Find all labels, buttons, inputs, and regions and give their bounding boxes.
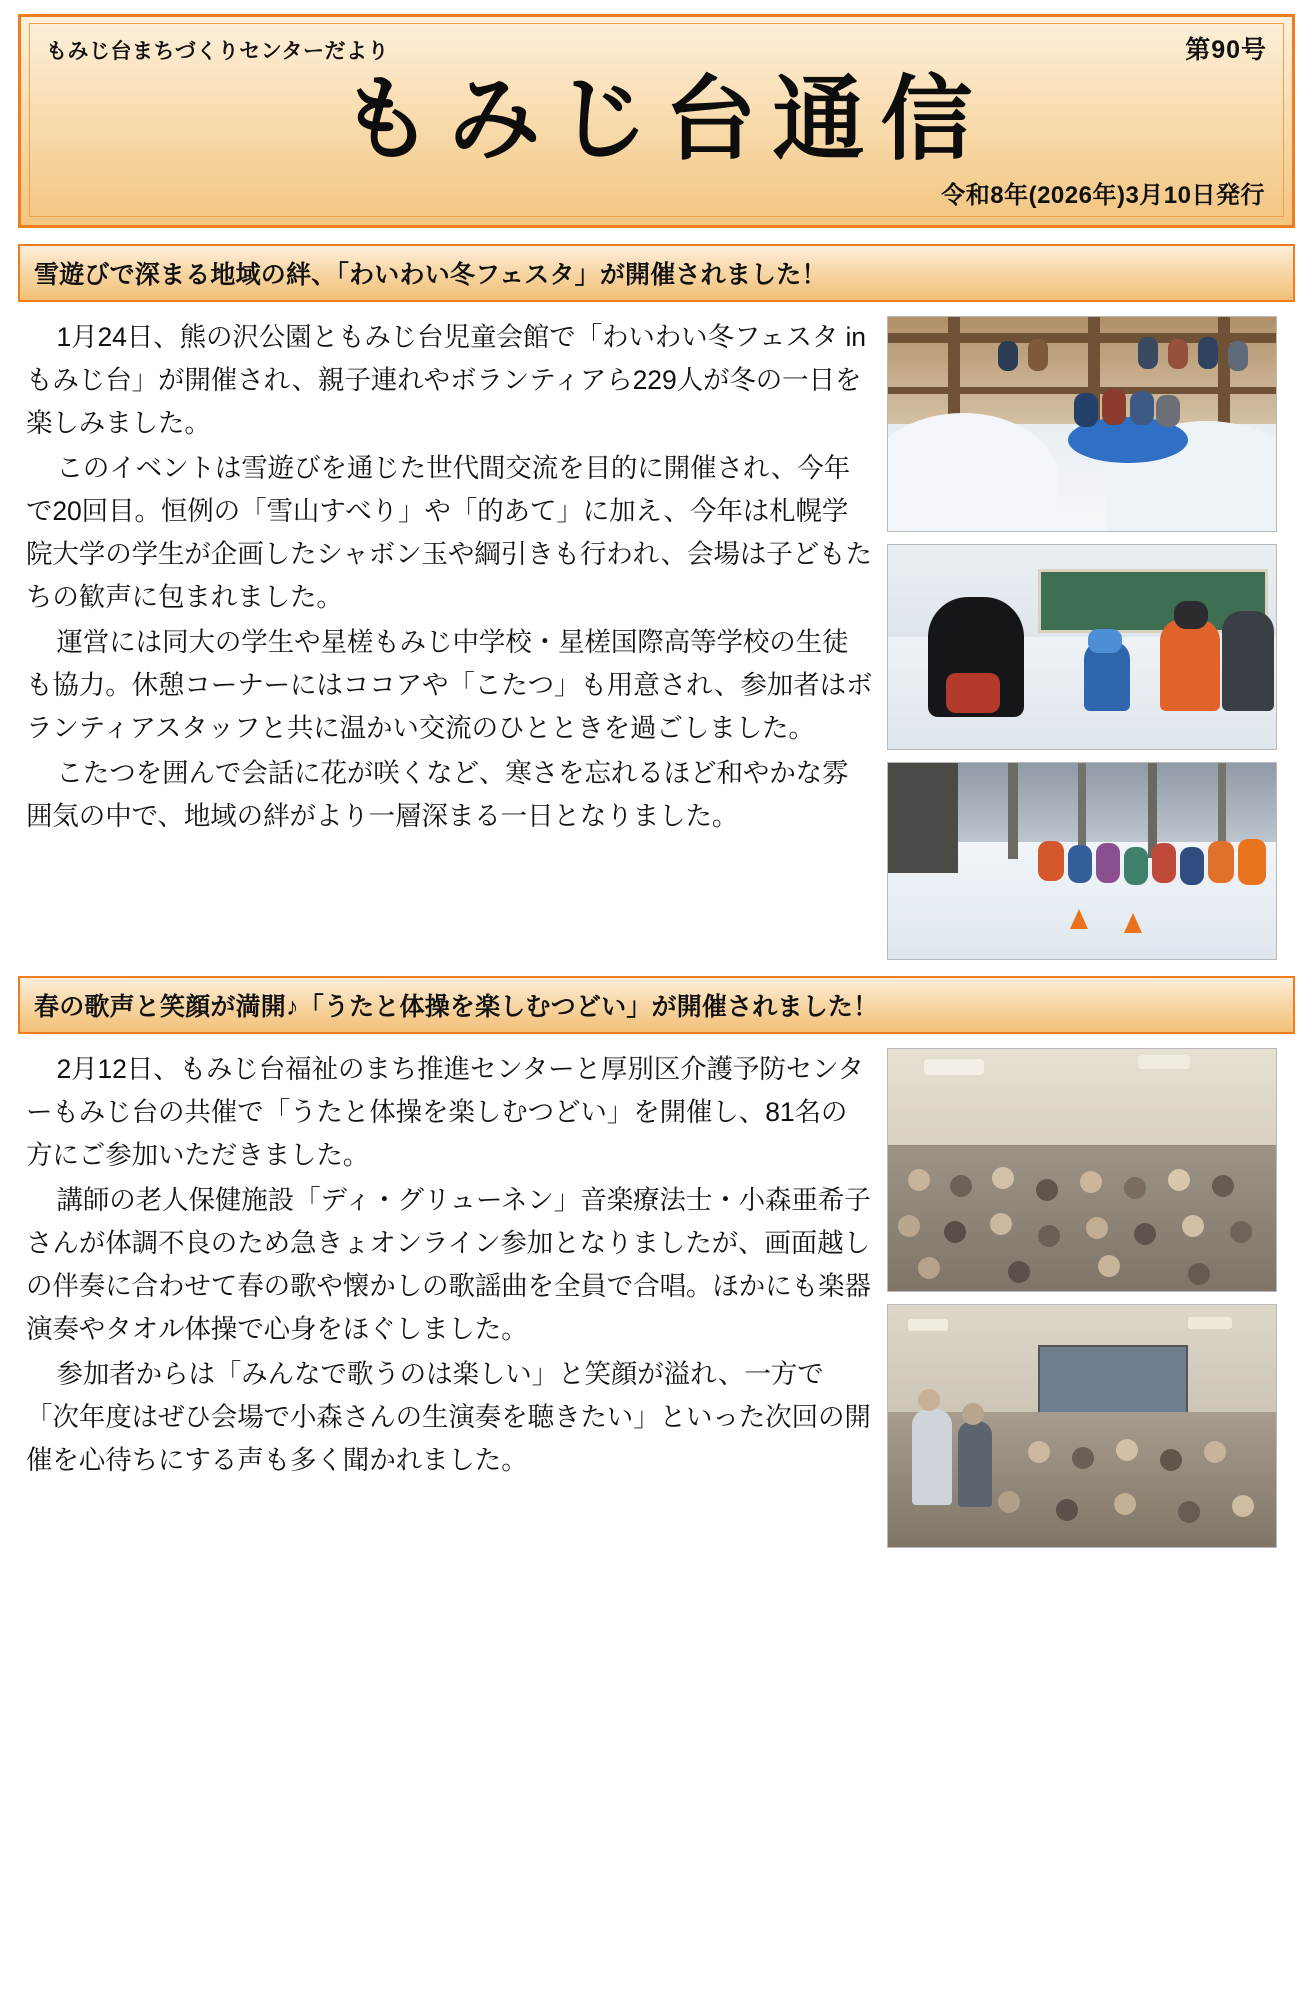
article-2-text-column [18,1048,873,1548]
masthead [18,14,1295,228]
masthead-inner-frame [29,23,1284,217]
photo-snow-hill-sledding [887,316,1277,532]
article-1-paragraph-3: 運営には同大の学生や星槎もみじ中学校・星槎国際高等学校の生徒も協力。休憩コーナーにはココアや「こたつ」も用意され、参加者はボランティアスタッフと共に温かい交流のひとときを過ごしました。 [26,626,873,743]
photo-children-line-in-forest [887,762,1277,960]
photo-hall-audience [887,1048,1277,1292]
masthead-publish-date: 令和8年(2026年)3月10日発行 [941,182,1265,210]
article-1-paragraph-4: こたつを囲んで会話に花が咲くなど、寒さを忘れるほど和やかな雰囲気の中で、地域の絆がより一層深まる一日となりました。 [26,757,849,831]
masthead-top-row [42,26,1271,68]
article-2-photo-column [887,1048,1295,1548]
article-2-paragraph-1: 2月12日、もみじ台福祉のまち推進センターと厚別区介護予防センターもみじ台の共催で「うたと体操を楽しむつどい」を開催し、81名の方にご参加いただきました。 [26,1054,864,1171]
article-1-heading: 雪遊びで深まる地域の絆、「わいわい冬フェスタ」が開催されました！ [18,244,1295,302]
page-title: もみじ台通信 [340,66,989,173]
photo-hall-exercise-with-screen [887,1304,1277,1548]
article-2-paragraph-2: 講師の老人保健施設「ディ・グリューネン」音楽療法士・小森亜希子さんが体調不良のため急きょオンライン参加となりましたが、画面越しの伴奏に合わせて春の歌や懐かしの歌謡曲を全員で合唱。ほかにも楽器演奏やタオル体操で心身をほぐしました。 [26,1185,871,1344]
article-1-paragraph-1: 1月24日、熊の沢公園ともみじ台児童会館で「わいわい冬フェスタ in もみじ台」が開催され、親子連れやボランティアら229人が冬の一日を楽しみました。 [26,322,866,439]
masthead-subtitle: もみじ台まちづくりセンターだより [46,40,389,63]
article-1-paragraph-2: このイベントは雪遊びを通じた世代間交流を目的に開催され、今年で20回目。恒例の「雪山すべり」や「的あて」に加え、今年は札幌学院大学の学生が企画したシャボン玉や綱引きも行われ、会場は子どもたちの歓声に包まれました。 [26,453,872,612]
article-2-paragraph-3: 参加者からは「みんなで歌うのは楽しい」と笑顔が溢れ、一方で「次年度はぜひ会場で小森さんの生演奏を聴きたい」といった次回の開催を心待ちにする声も多く聞かれました。 [26,1358,871,1475]
article-2-heading: 春の歌声と笑顔が満開♪「うたと体操を楽しむつどい」が開催されました！ [18,976,1295,1034]
article-1 [18,316,1295,960]
article-1-text-column [18,316,873,960]
masthead-issue-number: 第90号 [1185,36,1267,64]
article-2 [18,1048,1295,1548]
photo-target-game-board [887,544,1277,750]
article-1-photo-column [887,316,1295,960]
